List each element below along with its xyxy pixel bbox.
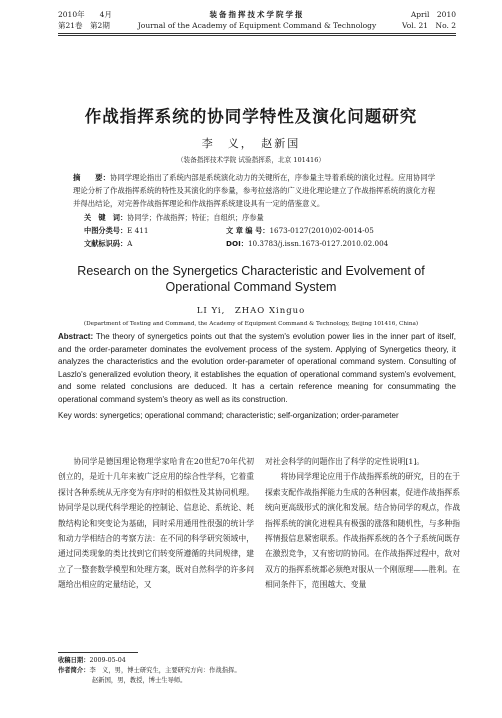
- doi-value: 10.3783/j.issn.1673-0127.2010.02.004: [247, 239, 389, 248]
- header-rule: [58, 33, 456, 34]
- keywords-text: 协同学；作战指挥；特征；自组织；序参量: [127, 213, 264, 222]
- header-rule-thin: [58, 35, 456, 36]
- article-no-label: 文 章 编 号：: [226, 226, 270, 235]
- article-title: 作战指挥系统的协同学特性及演化问题研究: [84, 107, 418, 126]
- header-date: 2010年 4月: [58, 10, 112, 19]
- english-authors: LI Yi, ZHAO Xinguo: [196, 306, 306, 316]
- english-title: [30, 263, 472, 295]
- article-no-value: 1673-0127(2010)02-0014-05: [269, 226, 374, 235]
- clc-label: 中图分类号：: [84, 226, 128, 235]
- english-abstract-label: Abstract:: [58, 332, 94, 341]
- body-left-column: 协同学是德国理论物理学家哈肯在20世纪70年代初创立的，是近十几年来被广泛应用的综合性学科，它着重探讨各种系统从无序变为有序时的相似性及其协同机理。协同学是以现代科学理论的控制论、信息论、系统论、耗散结构论和突变论为基础，同时采用通用性很强的统计学和动力学相结合的考察方法：在不同的科学研究领域中，通过同类现象的类比找到它们转变所遵循的共同规律，建立了一整套数学模型和处理方案，既对自然科学的许多问题给出相应的定量结论，又: [58, 457, 254, 590]
- doc-code-line: [84, 239, 132, 249]
- author-list: 李 义， 赵新国: [201, 137, 301, 150]
- journal-name-en: Journal of the Academy of Equipment Command & Technology: [137, 21, 377, 30]
- english-abstract-text: The theory of synergetics points out that the system's evolution power lies in the inner part of itself, and the order-parameter dominates the evolvement process of the system. Applying of Synergetics theory, it analyzes the characteristics and the evolution order-parameter of operational command system. Consulting of Laszlo's generalized evolution theory, it establishes the equation of operational command system's evolvement, and some related conclusions are deduced. It has a certain reference meaning for consummating the operational command system's theory as well as its construction.: [58, 332, 456, 404]
- english-keywords: [58, 410, 456, 422]
- keywords-label: 关 键 词：: [84, 213, 128, 222]
- clc-line: [84, 226, 148, 236]
- footnote-rule: [58, 652, 138, 653]
- abstract-text: 协同学理论指出了系统内部是系统演化动力的关键所在，序参量主导着系统的演化过程。应用协同学理论分析了作战指挥系统的特性及其演化的序参量，参考拉兹洛的广义进化理论建立了作战指挥系统的演化方程并得出结论，对完善作战指挥理论和作战指挥系统建设具有一定的借鉴意义。: [73, 173, 436, 208]
- footnote-bio-2: 赵新国，男，教授，博士生导师。: [92, 677, 187, 684]
- keywords-line: [84, 213, 264, 223]
- bio-line-1: 李 义，男，博士研究生，主要研究方向：作战指挥。: [89, 667, 241, 674]
- english-keywords-text: synergetics; operational command; characteristic; self-organization; order-parameter: [99, 411, 399, 420]
- affiliation: （装备指挥技术学院 试验指挥系，北京 101416）: [176, 156, 326, 164]
- body-right-paragraph-1: 对社会科学的问题作出了科学的定性说明[1]。: [265, 457, 425, 466]
- received-label: 收稿日期：: [58, 657, 90, 664]
- english-affiliation: (Department of Testing and Command, the Academy of Equipment Command & Technology, Beijing 101416, China): [83, 321, 419, 327]
- header-volume-cn: 第21卷 第2期: [58, 21, 110, 30]
- body-right-column: [265, 454, 460, 593]
- abstract-label: 摘 要：: [73, 173, 110, 182]
- article-no-line: [226, 226, 374, 236]
- english-title-line-1: Research on the Synergetics Characteristic and Evolvement of: [77, 264, 425, 278]
- clc-value: E 411: [127, 226, 149, 235]
- bio-label: 作者简介：: [58, 667, 90, 674]
- doi-line: [226, 239, 388, 249]
- received-date: 2009-05-04: [89, 657, 126, 664]
- chinese-abstract: [73, 172, 442, 210]
- doi-label: DOI：: [226, 239, 248, 248]
- footnote-bio: [58, 666, 241, 675]
- doc-code-value: A: [127, 239, 133, 248]
- header-volume-en: Vol. 21 No. 2: [402, 21, 456, 30]
- doc-code-label: 文献标识码：: [84, 239, 128, 248]
- english-title-line-2: Operational Command System: [165, 280, 337, 294]
- journal-name-cn: 装备指挥技术学院学报: [209, 10, 305, 19]
- english-keywords-label: Key words:: [58, 411, 98, 420]
- english-abstract: [58, 331, 456, 407]
- footnote-received: [58, 656, 126, 665]
- body-right-paragraph-2: 将协同学理论应用于作战指挥系统的研究，目的在于探索支配作战指挥能力生成的各种因素，促进作战指挥系统向更高级形式的演化和发展。结合协同学的观点，作战指挥系统的演化进程具有极强的涨落和随机性，与多种指挥情报信息紧密联系。作战指挥系统的各个子系统间既存在激烈竞争，又有密切的协同。在作战指挥过程中，敌对双方的指挥系统都必须绝对服从一个刚原理——胜利。在相同条件下，范围越大、变量: [265, 472, 460, 590]
- header-date-en: April 2010: [410, 10, 456, 19]
